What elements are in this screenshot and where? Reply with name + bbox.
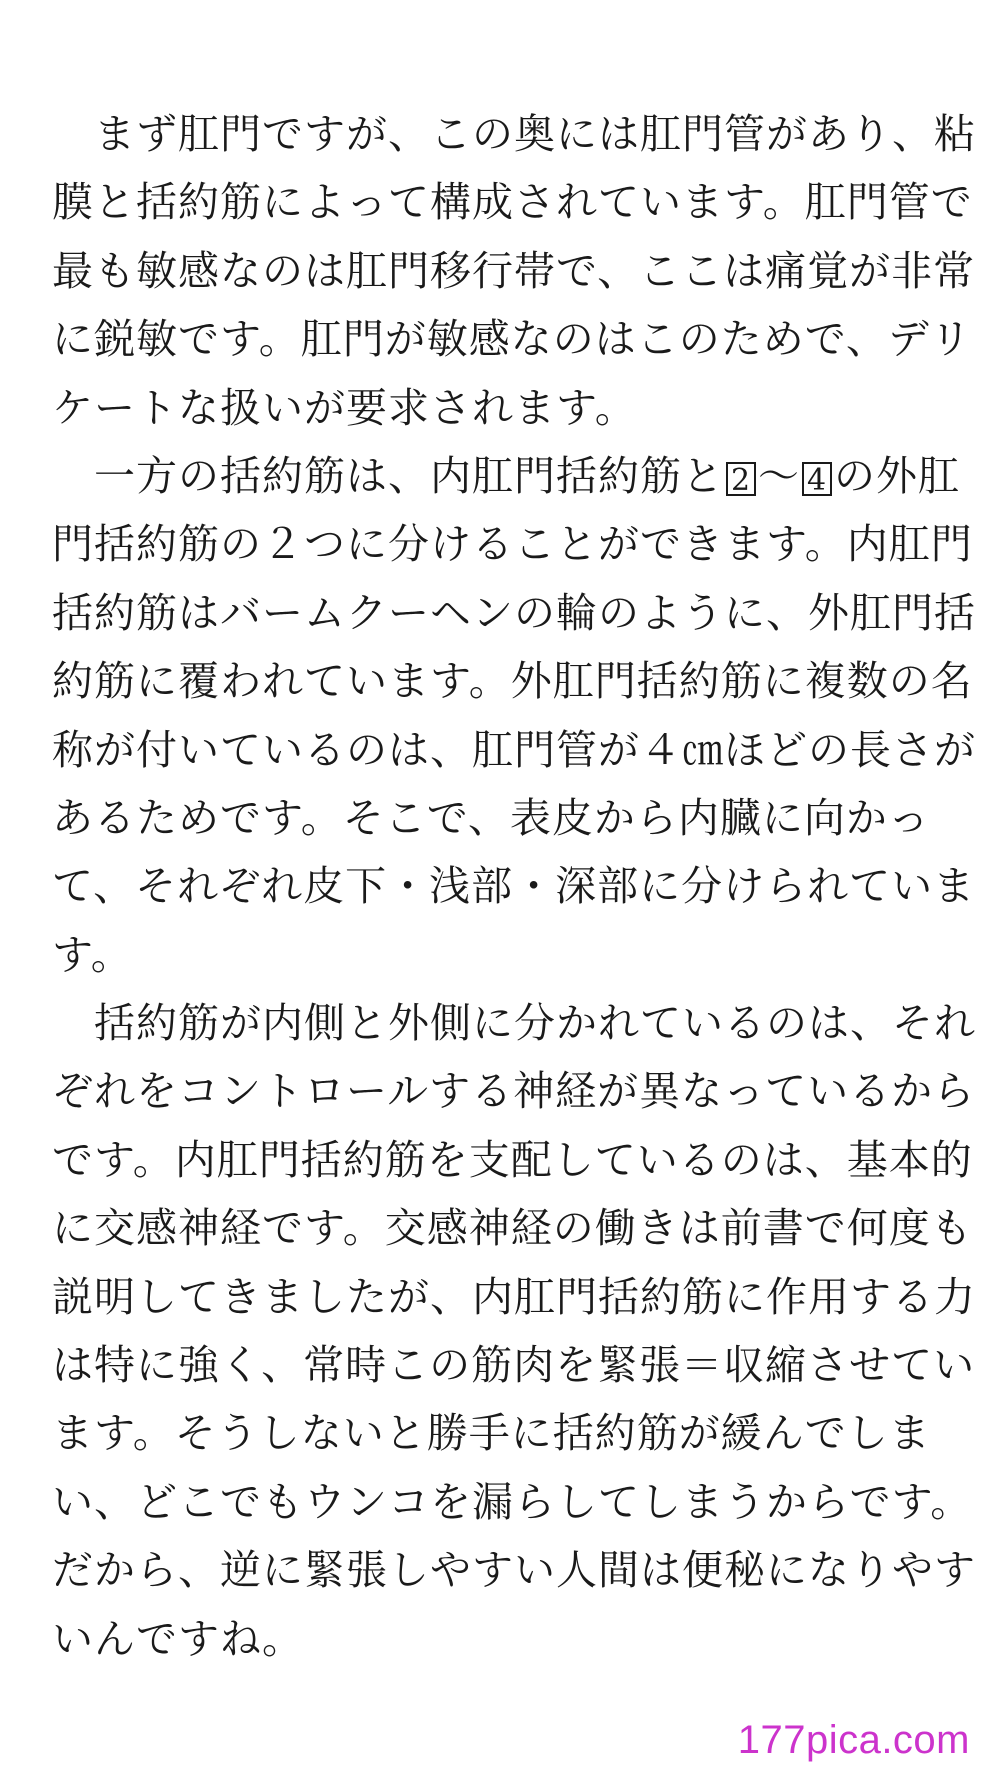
text-line: 門括約筋の２つに分けることができます。内肛門: [52, 520, 973, 569]
boxed-number: 4: [802, 462, 832, 496]
text-line: です。内肛門括約筋を支配しているのは、基本的: [52, 1135, 973, 1184]
paragraph-2: [52, 442, 976, 989]
boxed-number: 2: [726, 462, 756, 496]
text-line: ぞれをコントロールする神経が異なっているから: [52, 1067, 976, 1116]
text-line: [52, 442, 960, 510]
text-line: 約筋に覆われています。外肛門括約筋に複数の名: [52, 657, 973, 706]
text-line: て、それぞれ皮下・浅部・深部に分けられていま: [52, 862, 976, 911]
text-line: す。: [52, 930, 133, 979]
text-line: ます。そうしないと勝手に括約筋が緩んでしま: [52, 1409, 931, 1458]
text-line: に交感神経です。交感神経の働きは前書で何度も: [52, 1204, 973, 1253]
text-line: は特に強く、常時この筋肉を緊張＝収縮させてい: [52, 1341, 976, 1390]
text-line: いんですね。: [52, 1614, 304, 1663]
document-body: [52, 100, 976, 1673]
tilde-mark: 〜: [758, 451, 800, 500]
text-line: 括約筋が内側と外側に分かれているのは、それ: [52, 999, 976, 1048]
text-line: だから、逆に緊張しやすい人間は便秘になりやす: [52, 1546, 976, 1595]
watermark: 177pica.com: [737, 1718, 970, 1762]
text-line: い、どこでもウンコを漏らしてしまうからです。: [52, 1477, 973, 1526]
text-line: に鋭敏です。肛門が敏感なのはこのためで、デリ: [52, 315, 972, 364]
text-segment: の外肛: [834, 451, 960, 500]
paragraph-1: [52, 100, 976, 442]
text-line: ケートな扱いが要求されます。: [52, 383, 637, 432]
text-line: まず肛門ですが、この奥には肛門管があり、粘: [52, 110, 976, 158]
text-line: あるためです。そこで、表皮から内臓に向かっ: [52, 793, 930, 842]
text-line: 称が付いているのは、肛門管が４㎝ほどの長さが: [52, 725, 976, 774]
paragraph-3: [52, 989, 976, 1673]
text-segment: 一方の括約筋は、内肛門括約筋と: [52, 451, 724, 500]
text-line: 最も敏感なのは肛門移行帯で、ここは痛覚が非常: [52, 246, 976, 295]
text-line: 括約筋はバームクーヘンの輪のように、外肛門括: [52, 588, 976, 637]
text-line: 膜と括約筋によって構成されています。肛門管で: [52, 178, 973, 227]
text-line: 説明してきましたが、内肛門括約筋に作用する力: [52, 1272, 976, 1321]
